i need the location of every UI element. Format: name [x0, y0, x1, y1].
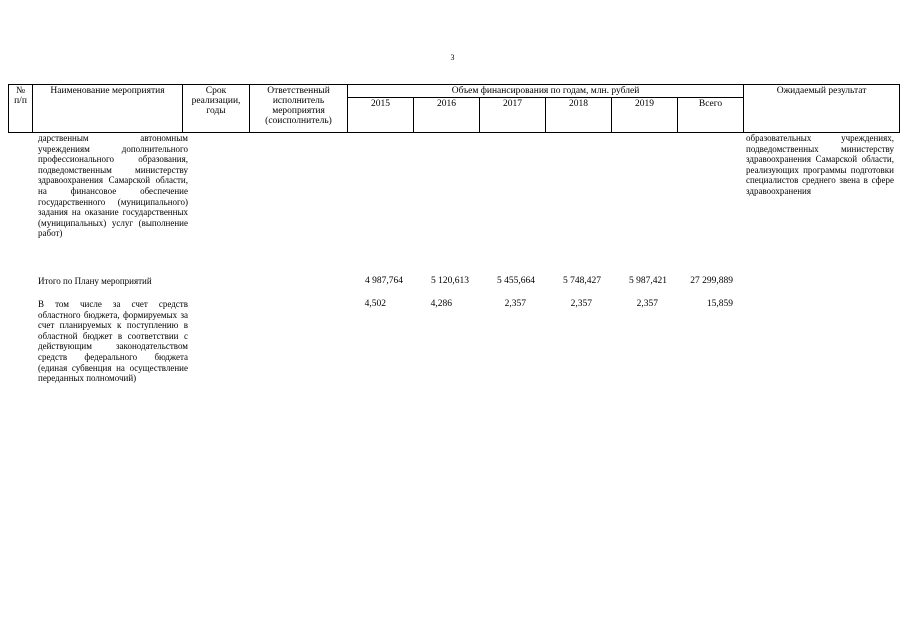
page-number: 3: [450, 53, 455, 62]
total-2017: 5 455,664: [497, 276, 535, 286]
total-row-label: Итого по Плану мероприятий: [38, 276, 152, 286]
regional-2015: 4,502: [364, 299, 386, 309]
regional-2018: 2,357: [570, 299, 592, 309]
regional-all: 15,859: [706, 299, 733, 309]
regional-row-label: В том числе за счет средств областного бюджета, формируемых за счет планируемых к поступлению в областной бюджет в соответствии с действующим законодательством средств федерального бюджета (единая субвенция на осуществление переданных полномочий): [38, 299, 188, 384]
table-header: [8, 84, 900, 133]
header-term: Срок реализации, годы: [183, 85, 250, 133]
header-total: Всего: [678, 98, 744, 133]
header-name: Наименование мероприятия: [33, 85, 183, 133]
total-all: 27 299,889: [690, 276, 733, 286]
header-year-2015: 2015: [348, 98, 414, 133]
header-responsible: Ответственный исполнитель мероприятия (соисполнитель): [250, 85, 348, 133]
header-year-2017: 2017: [480, 98, 546, 133]
header-year-2016: 2016: [414, 98, 480, 133]
regional-2016: 4,286: [430, 299, 452, 309]
regional-2019: 2,357: [636, 299, 658, 309]
regional-2017: 2,357: [504, 299, 526, 309]
total-2016: 5 120,613: [431, 276, 469, 286]
header-year-2019: 2019: [612, 98, 678, 133]
header-number: № п/п: [9, 85, 33, 133]
header-result: Ожидаемый результат: [744, 85, 900, 133]
total-2018: 5 748,427: [563, 276, 601, 286]
header-year-2018: 2018: [546, 98, 612, 133]
header-financing: Объем финансирования по годам, млн. рублей: [348, 85, 744, 98]
row-continuation-result: образовательных учреждениях, подведомственных министерству здравоохранения Самарской области, реализующих программы подготовки специалистов среднего звена в сфере здравоохранения: [746, 133, 894, 196]
total-2019: 5 987,421: [629, 276, 667, 286]
row-continuation-name: дарственным автономным учреждениям дополнительного профессионального образования, подведомственным министерству здравоохранения Самарской области, на финансовое обеспечение государственного (муниципального) задания на оказание государственных (муниципальных) услуг (выполнение работ): [38, 133, 188, 239]
total-2015: 4 987,764: [365, 276, 403, 286]
